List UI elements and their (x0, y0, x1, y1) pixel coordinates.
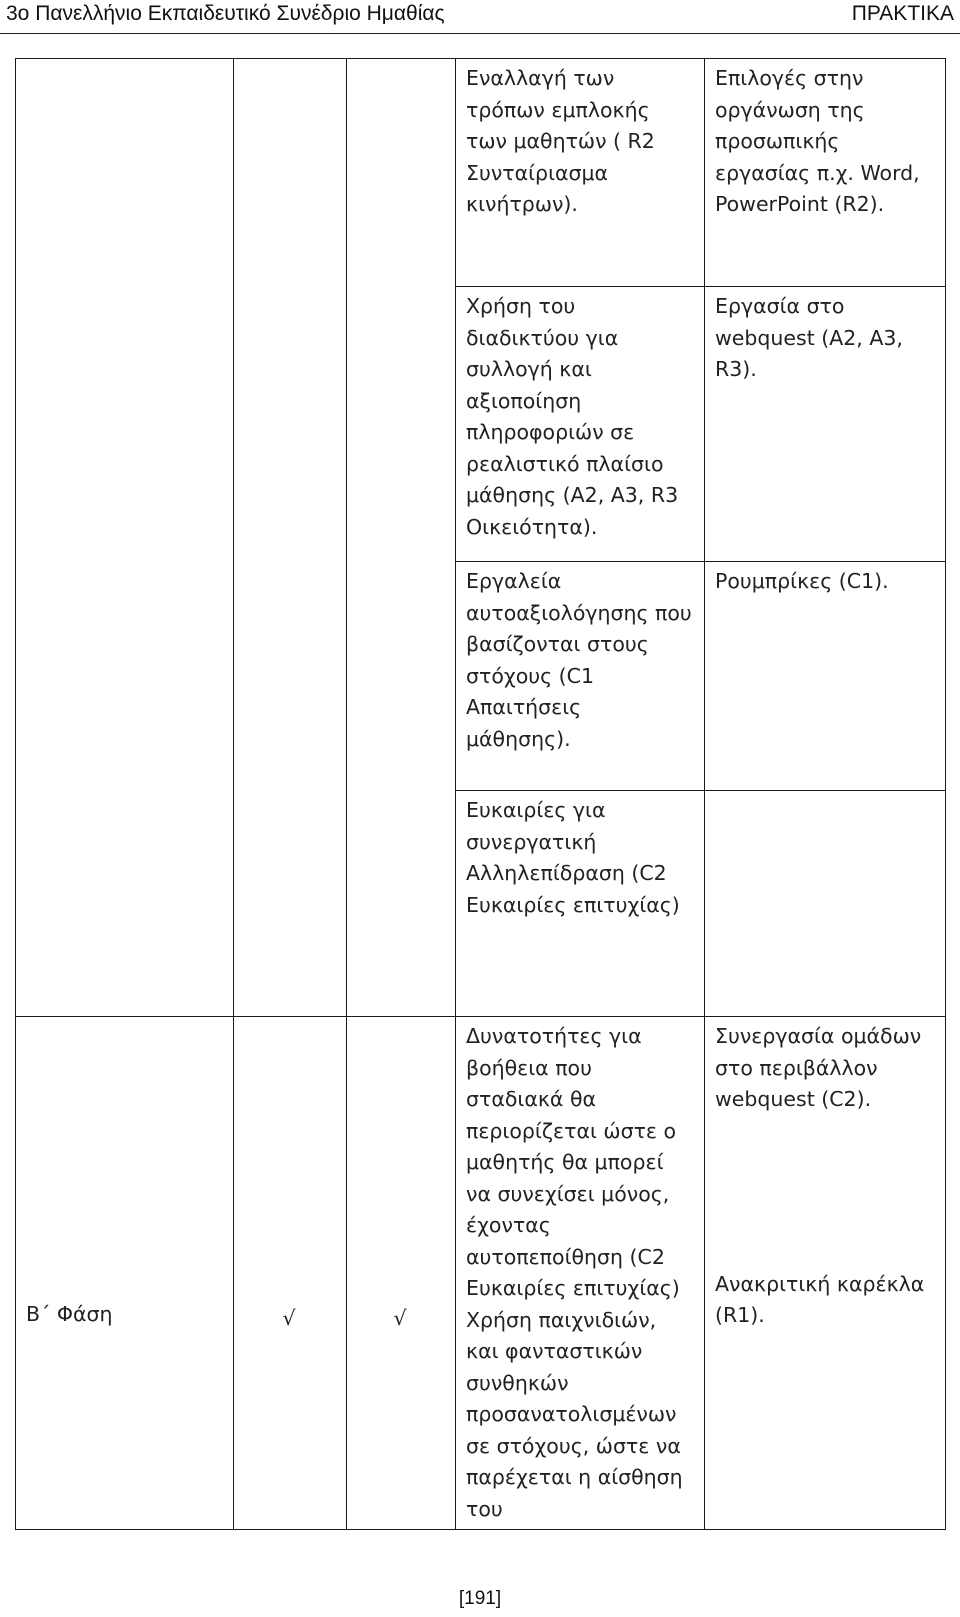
strategy-cell: Ευκαιρίες για συνεργατική Αλληλεπίδραση (C2 Ευκαιρίες επιτυχίας) (456, 791, 705, 1017)
table-row (16, 562, 946, 791)
strategy-cell: Εναλλαγή των τρόπων εμπλοκής των μαθητών ( R2 Συνταίριασμα κινήτρων). (456, 59, 705, 287)
table-row-phase-b (16, 1017, 946, 1530)
table-row (16, 59, 946, 287)
phase-cell-empty (16, 562, 234, 791)
check-cell-empty (347, 562, 456, 791)
phase-label: Β΄ Φάση (16, 1017, 234, 1530)
table-row (16, 287, 946, 562)
strategy-cell: Χρήση του διαδικτύου για συλλογή και αξιοποίηση πληροφοριών σε ρεαλιστικό πλαίσιο μάθησης (A2, A3, R3 Οικειότητα). (456, 287, 705, 562)
check-cell-empty (347, 791, 456, 1017)
check-cell-empty (234, 791, 347, 1017)
phase-cell-empty (16, 791, 234, 1017)
check-cell-empty (234, 287, 347, 562)
proceedings-label: ΠΡΑΚΤΙΚΑ (851, 2, 954, 25)
activity-cell: Εργασία στο webquest (A2, A3, R3). (705, 287, 946, 562)
strategy-cell: Δυνατοτήτες για βοήθεια που σταδιακά θα περιορίζεται ώστε ο μαθητής θα μπορεί να συνεχίσει μόνος, έχοντας αυτοπεποίθηση (C2 Ευκαιρίες επιτυχίας) Χρήση παιχνιδιών, και φανταστικών συνθηκών προσανατολισμένων σε στόχους, ώστε να παρέχεται η αίσθηση του (456, 1017, 705, 1530)
check-cell-empty (347, 287, 456, 562)
design-table (15, 58, 946, 1530)
check-mark: √ (347, 1017, 456, 1530)
check-cell-empty (347, 59, 456, 287)
header-divider (0, 33, 960, 34)
phase-cell-empty (16, 287, 234, 562)
check-cell-empty (234, 59, 347, 287)
check-mark: √ (234, 1017, 347, 1530)
check-cell-empty (234, 562, 347, 791)
page-header (0, 0, 960, 34)
activity-text: Συνεργασία ομάδων στο περιβάλλον webquest (C2). (715, 1024, 922, 1111)
activity-cell (705, 1017, 946, 1530)
activity-cell: Ρουμπρίκες (C1). (705, 562, 946, 791)
phase-cell-empty (16, 59, 234, 287)
table-row (16, 791, 946, 1017)
activity-text: Ανακριτική καρέκλα (R1). (715, 1271, 925, 1327)
conference-title: 3ο Πανελλήνιο Εκπαιδευτικό Συνέδριο Ημαθίας (6, 2, 445, 25)
activity-cell (705, 791, 946, 1017)
strategy-cell: Εργαλεία αυτοαξιολόγησης που βασίζονται στους στόχους (C1 Απαιτήσεις μάθησης). (456, 562, 705, 791)
page-number: [191] (458, 1588, 502, 1609)
activity-cell: Επιλογές στην οργάνωση της προσωπικής εργασίας π.χ. Word, PowerPoint (R2). (705, 59, 946, 287)
